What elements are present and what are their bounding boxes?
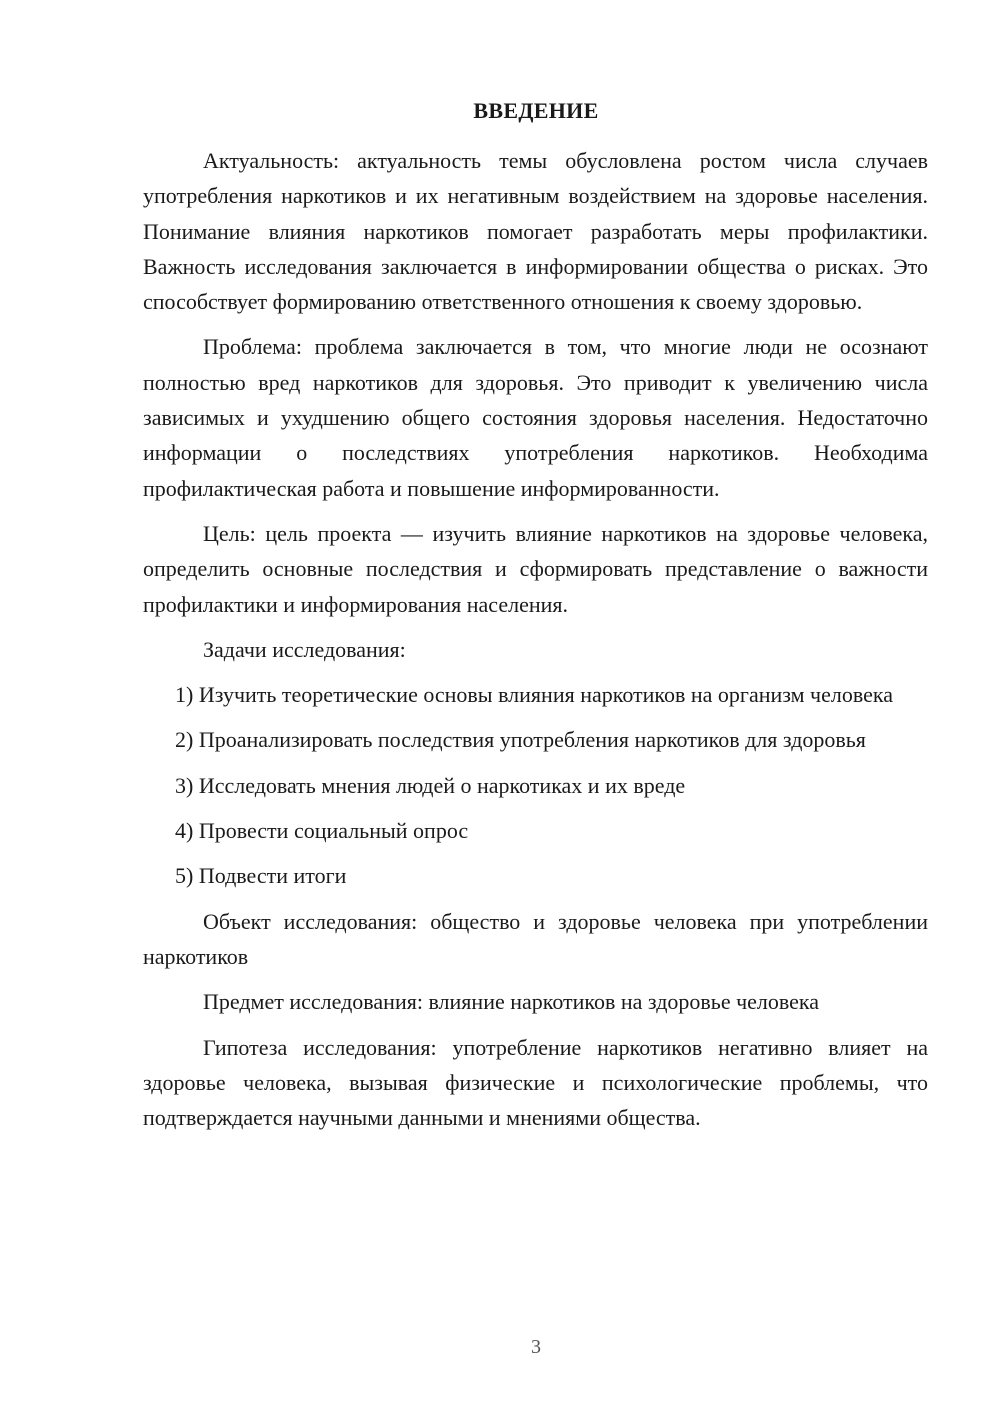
paragraph-goal: Цель: цель проекта — изучить влияние наркотиков на здоровье человека, определить основные последствия и сформировать представление о важности профилактики и информирования населения.: [143, 520, 928, 617]
paragraph-object: Объект исследования: общество и здоровье человека при употреблении наркотиков: [143, 908, 928, 969]
task-item-2: 2) Проанализировать последствия употребления наркотиков для здоровья: [175, 727, 866, 753]
paragraph-subject: Предмет исследования: влияние наркотиков на здоровье человека: [203, 989, 820, 1015]
task-item-1: 1) Изучить теоретические основы влияния наркотиков на организм человека: [175, 682, 894, 708]
task-item-4: 4) Провести социальный опрос: [175, 818, 469, 844]
paragraph-problem: Проблема: проблема заключается в том, что многие люди не осознают полностью вред наркотиков для здоровья. Это приводит к увеличению числа зависимых и ухудшению общего состояния здоровья населения. Недостаточно информации о последствиях употребления наркотиков. Необходима профилактическая работа и повышение информированности.: [143, 334, 928, 501]
page-number: 3: [531, 1336, 541, 1358]
task-item-3: 3) Исследовать мнения людей о наркотиках и их вреде: [175, 772, 686, 798]
page-title: ВВЕДЕНИЕ: [473, 98, 599, 123]
paragraph-hypothesis: Гипотеза исследования: употребление наркотиков негативно влияет на здоровье человека, вызывая физические и психологические проблемы, что подтверждается научными данными и мнениями общества.: [143, 1034, 928, 1131]
document-body: [143, 143, 928, 1145]
paragraph-tasks-heading: Задачи исследования:: [203, 636, 406, 662]
task-item-5: 5) Подвести итоги: [175, 863, 347, 889]
paragraph-relevance: Актуальность: актуальность темы обусловлена ростом числа случаев употребления наркотиков и их негативным воздействием на здоровье населения. Понимание влияния наркотиков помогает разработать меры профилактики. Важность исследования заключается в информировании общества о рисках. Это способствует формированию ответственного отношения к своему здоровью.: [143, 148, 928, 315]
